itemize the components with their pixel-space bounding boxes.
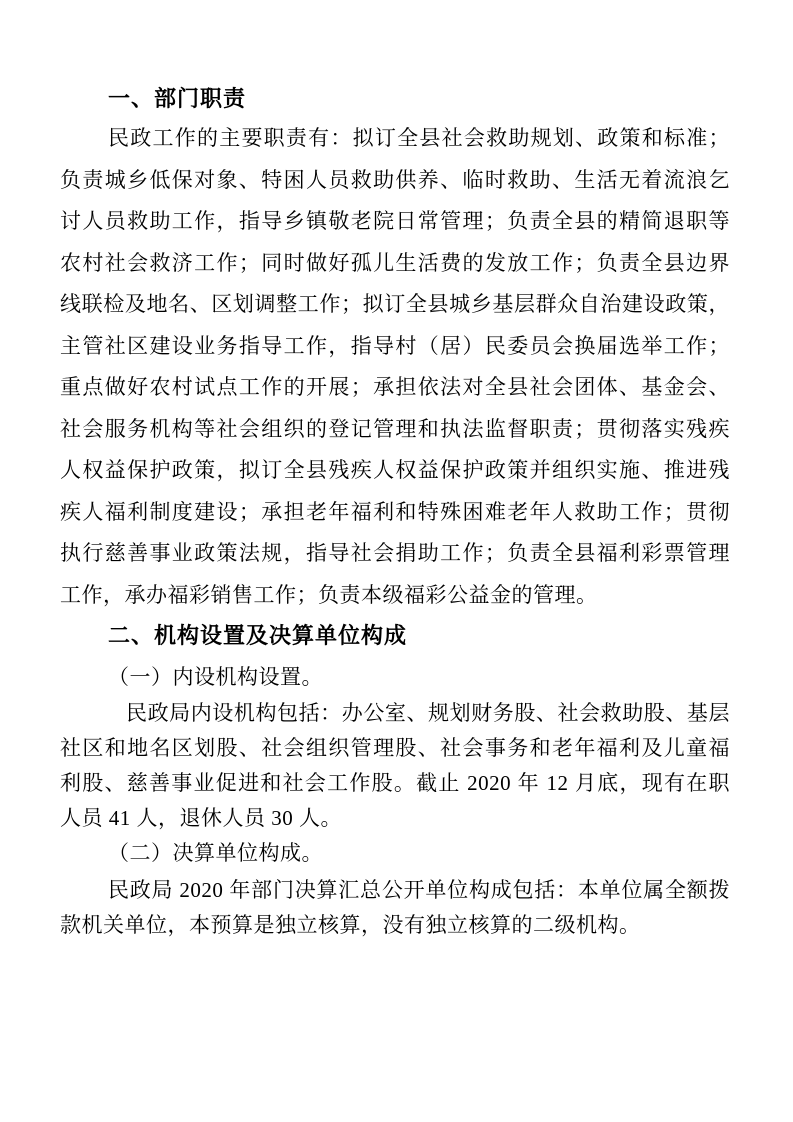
section-1-heading: 一、部门职责: [108, 86, 247, 111]
section-1-para-line: 线联检及地名、区划调整工作；拟订全县城乡基层群众自治建设政策，: [60, 292, 730, 316]
subsection-1-heading: （一）内设机构设置。: [108, 665, 323, 689]
subsection-1-para-line: 利股、慈善事业促进和社会工作股。截止 2020 年 12 月底，现有在职: [60, 771, 730, 795]
subsection-2-heading: （二）决算单位构成。: [108, 841, 323, 865]
section-1-para-line: 重点做好农村试点工作的开展；承担依法对全县社会团体、基金会、: [60, 375, 730, 399]
section-1-para-line: 社会服务机构等社会组织的登记管理和执法监督职责；贯彻落实残疾: [60, 417, 730, 441]
section-1-para-line: 农村社会救济工作；同时做好孤儿生活费的发放工作；负责全县边界: [60, 251, 730, 275]
section-1-para-line: 主管社区建设业务指导工作，指导村（居）民委员会换届选举工作；: [60, 334, 730, 358]
section-1-para-line: 民政工作的主要职责有：拟订全县社会救助规划、政策和标准；: [108, 126, 730, 150]
subsection-2-para-line: 民政局 2020 年部门决算汇总公开单位构成包括：本单位属全额拨: [108, 878, 730, 902]
subsection-1-para-line: 民政局内设机构包括：办公室、规划财务股、社会救助股、基层: [126, 701, 730, 725]
subsection-2-para-line: 款机关单位，本预算是独立核算，没有独立核算的二级机构。: [60, 913, 641, 937]
subsection-1-para-line: 社区和地名区划股、社会组织管理股、社会事务和老年福利及儿童福: [60, 736, 730, 760]
section-1-para-line: 讨人员救助工作，指导乡镇敬老院日常管理；负责全县的精简退职等: [60, 209, 730, 233]
section-1-para-line: 工作，承办福彩销售工作；负责本级福彩公益金的管理。: [60, 583, 598, 607]
section-1-para-line: 人权益保护政策，拟订全县残疾人权益保护政策并组织实施、推进残: [60, 458, 730, 482]
section-1-para-line: 负责城乡低保对象、特困人员救助供养、临时救助、生活无着流浪乞: [60, 168, 730, 192]
section-1-para-line: 疾人福利制度建设；承担老年福利和特殊困难老年人救助工作；贯彻: [60, 500, 730, 524]
section-2-heading: 二、机构设置及决算单位构成: [108, 623, 408, 648]
subsection-1-para-line: 人员 41 人，退休人员 30 人。: [60, 806, 342, 830]
section-1-para-line: 执行慈善事业政策法规，指导社会捐助工作；负责全县福利彩票管理: [60, 541, 730, 565]
